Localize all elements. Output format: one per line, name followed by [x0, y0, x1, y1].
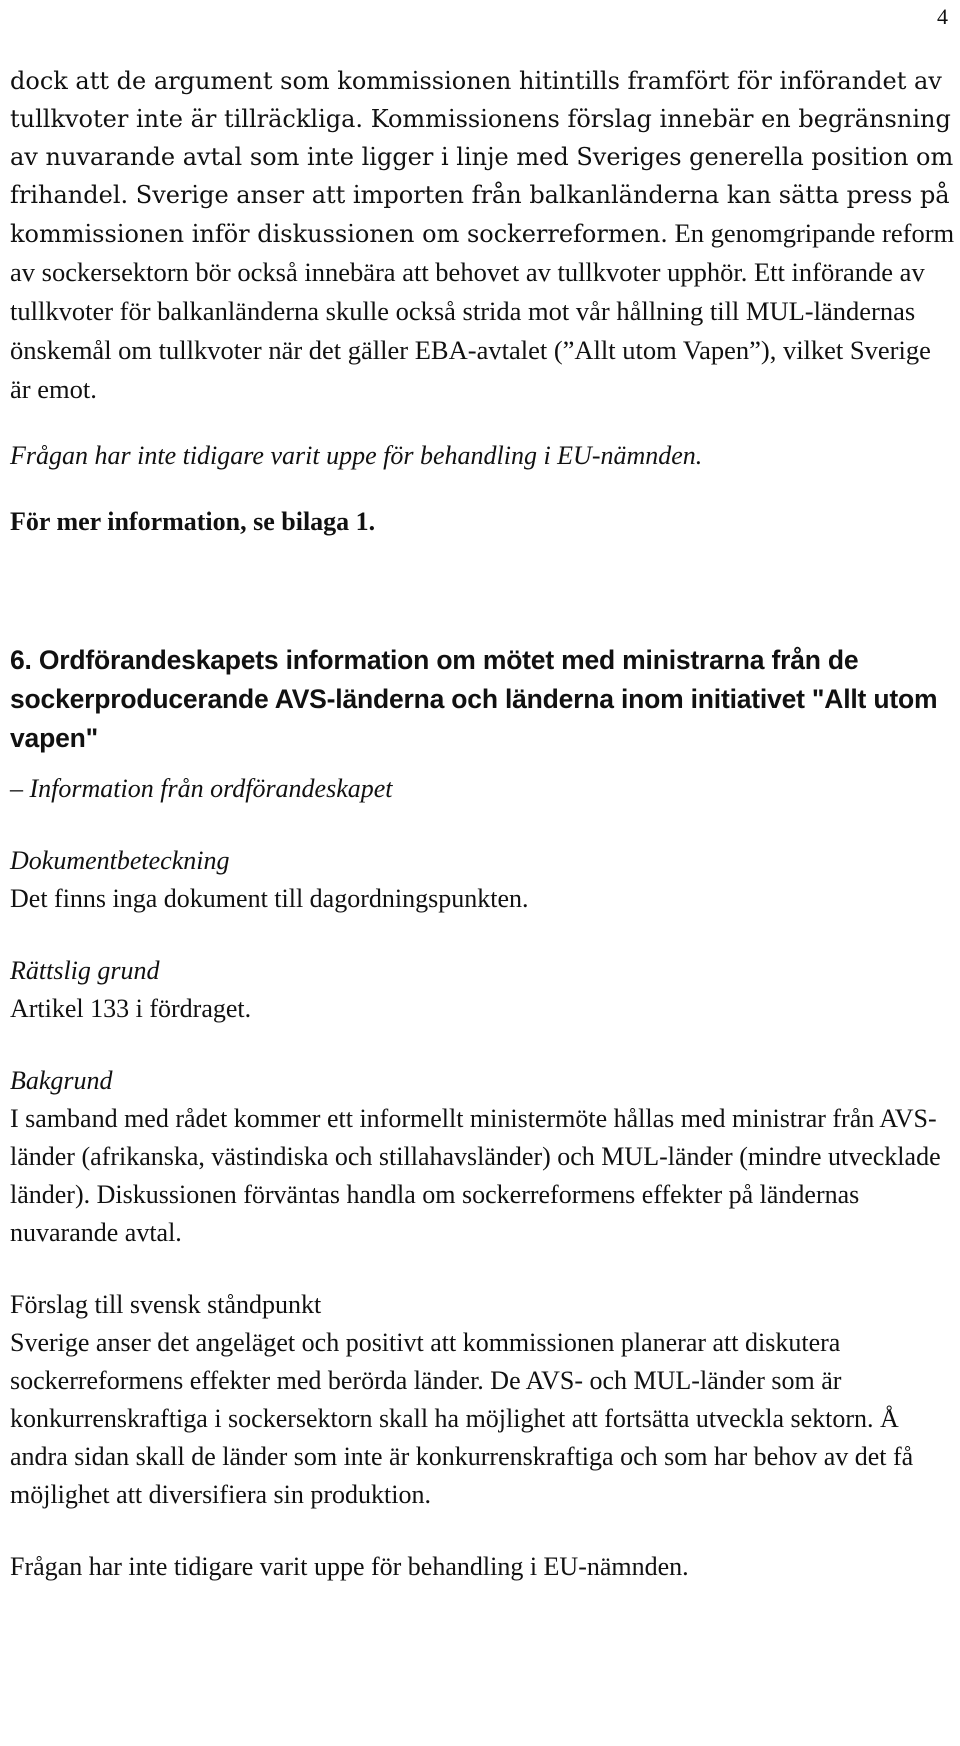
not-discussed-note: Frågan har inte tidigare varit uppe för behandling i EU-nämnden. [10, 441, 703, 470]
background-text: I samband med rådet kommer ett informellt ministermöte hållas med ministrar från AVS-länder (afrikanska, västindiska och stillahavsländer) och MUL-länder (mindre utvecklade länder). Diskussionen förväntas handla om sockerreformens effekter på ländernas nuvarande avtal. [10, 1104, 941, 1247]
swedish-position-label: Förslag till svensk ståndpunkt [10, 1290, 322, 1319]
swedish-position-section [10, 1286, 955, 1514]
intro-text-part-2: En genomgripande reform av sockersektorn bör också innebära att behovet av tullkvoter upphör. Ett införande av tullkvoter för balkanländerna skulle också strida mot vår hållning till MUL-ländernas önskemål om tullkvoter när det gäller EBA-avtalet (”Allt utom Vapen”), vilket Sverige är emot. [10, 218, 955, 404]
item-6-heading: 6. Ordförandeskapets information om mötet med ministrarna från de sockerproducerande AVS-länderna och länderna inom initiativet "Allt utom vapen" [10, 645, 938, 753]
document-body [10, 62, 955, 1586]
more-info-reference: För mer information, se bilaga 1. [10, 507, 376, 536]
legal-basis-text: Artikel 133 i fördraget. [10, 994, 252, 1023]
item-6-subtitle: – Information från ordförandeskapet [10, 774, 393, 803]
background-label: Bakgrund [10, 1066, 113, 1095]
legal-basis-label: Rättslig grund [10, 956, 160, 985]
page-number: 4 [937, 4, 948, 29]
document-reference-section [10, 842, 955, 918]
intro-paragraph [10, 62, 955, 409]
document-reference-text: Det finns inga dokument till dagordningspunkten. [10, 884, 529, 913]
background-section [10, 1062, 955, 1252]
legal-basis-section [10, 952, 955, 1028]
swedish-position-text: Sverige anser det angeläget och positivt att kommissionen planerar att diskutera sockerreformens effekter med berörda länder. De AVS- och MUL-länder som är konkurrenskraftiga i sockersektorn skall ha möjlighet att fortsätta utveckla sektorn. Å andra sidan skall de länder som inte är konkurrenskraftiga och som har behov av det få möjlighet att diversifiera sin produktion. [10, 1328, 914, 1509]
final-note: Frågan har inte tidigare varit uppe för behandling i EU-nämnden. [10, 1552, 689, 1581]
intro-text-part-1: dock att de argument som kommissionen hitintills framfört för införandet av tullkvoter inte är tillräckliga. Kommissionens förslag innebär en begränsning av nuvarande avtal som inte ligger i linje med Sveriges generella position om frihandel. Sverige anser att importen från balkanländerna kan sätta press på kommissionen inför diskussionen om sockerreformen. [10, 67, 954, 248]
document-reference-label: Dokumentbeteckning [10, 846, 230, 875]
